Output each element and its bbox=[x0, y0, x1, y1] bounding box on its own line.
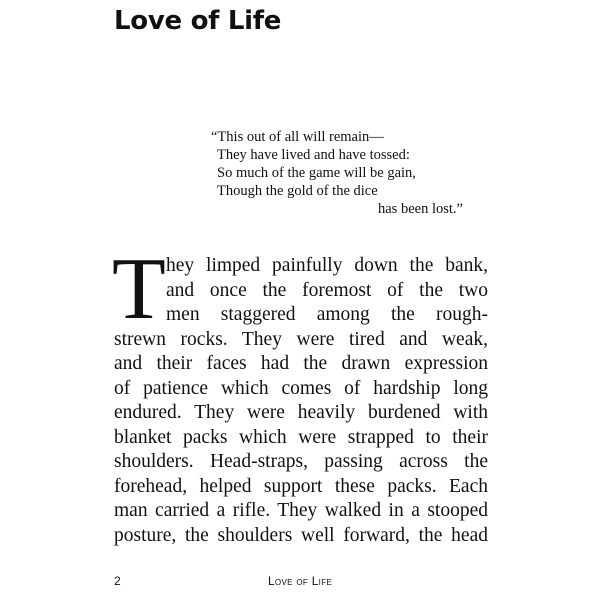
body-line bbox=[114, 352, 488, 377]
body-line bbox=[114, 426, 488, 451]
body-line bbox=[114, 254, 488, 279]
running-head: Love of Life bbox=[267, 574, 333, 588]
body-paragraph bbox=[114, 254, 488, 548]
epigraph-line: They have lived and have tossed: bbox=[217, 147, 410, 163]
epigraph bbox=[200, 128, 490, 218]
body-line bbox=[114, 401, 488, 426]
epigraph-line: “This out of all will remain— bbox=[211, 129, 384, 145]
body-line bbox=[114, 303, 488, 328]
body-line bbox=[114, 450, 488, 475]
body-line bbox=[114, 377, 488, 402]
body-line bbox=[114, 475, 488, 500]
body-line-text: endured. They were heavily burdened with bbox=[114, 402, 488, 423]
body-line-text: man carried a rifle. They walked in a stooped bbox=[114, 500, 488, 521]
body-line-text: blanket packs which were strapped to their bbox=[114, 426, 488, 448]
drop-cap: T bbox=[112, 241, 166, 338]
epigraph-line: So much of the game will be gain, bbox=[217, 165, 416, 181]
body-line bbox=[114, 524, 488, 549]
epigraph-line: has been lost.” bbox=[378, 201, 463, 217]
body-line bbox=[114, 499, 488, 524]
body-line-text: forehead, helped support these packs. Each bbox=[114, 475, 488, 497]
body-line bbox=[114, 279, 488, 304]
body-line-text: hey limped painfully down the bank, bbox=[166, 255, 488, 276]
body-line-text: men staggered among the rough- bbox=[166, 304, 488, 325]
body-line-text: shoulders. Head-straps, passing across the bbox=[114, 451, 488, 472]
epigraph-line: Though the gold of the dice bbox=[217, 183, 378, 199]
page-number: 2 bbox=[114, 574, 121, 588]
chapter-title: Love of Life bbox=[114, 6, 282, 36]
body-line bbox=[114, 328, 488, 353]
body-line-text: posture, the shoulders well forward, the head bbox=[114, 524, 488, 546]
body-line-text: and their faces had the drawn expression bbox=[114, 353, 488, 374]
body-line-text: of patience which comes of hardship long bbox=[114, 377, 488, 399]
body-line-text: strewn rocks. They were tired and weak, bbox=[114, 328, 488, 350]
body-line-text: and once the foremost of the two bbox=[166, 279, 488, 301]
